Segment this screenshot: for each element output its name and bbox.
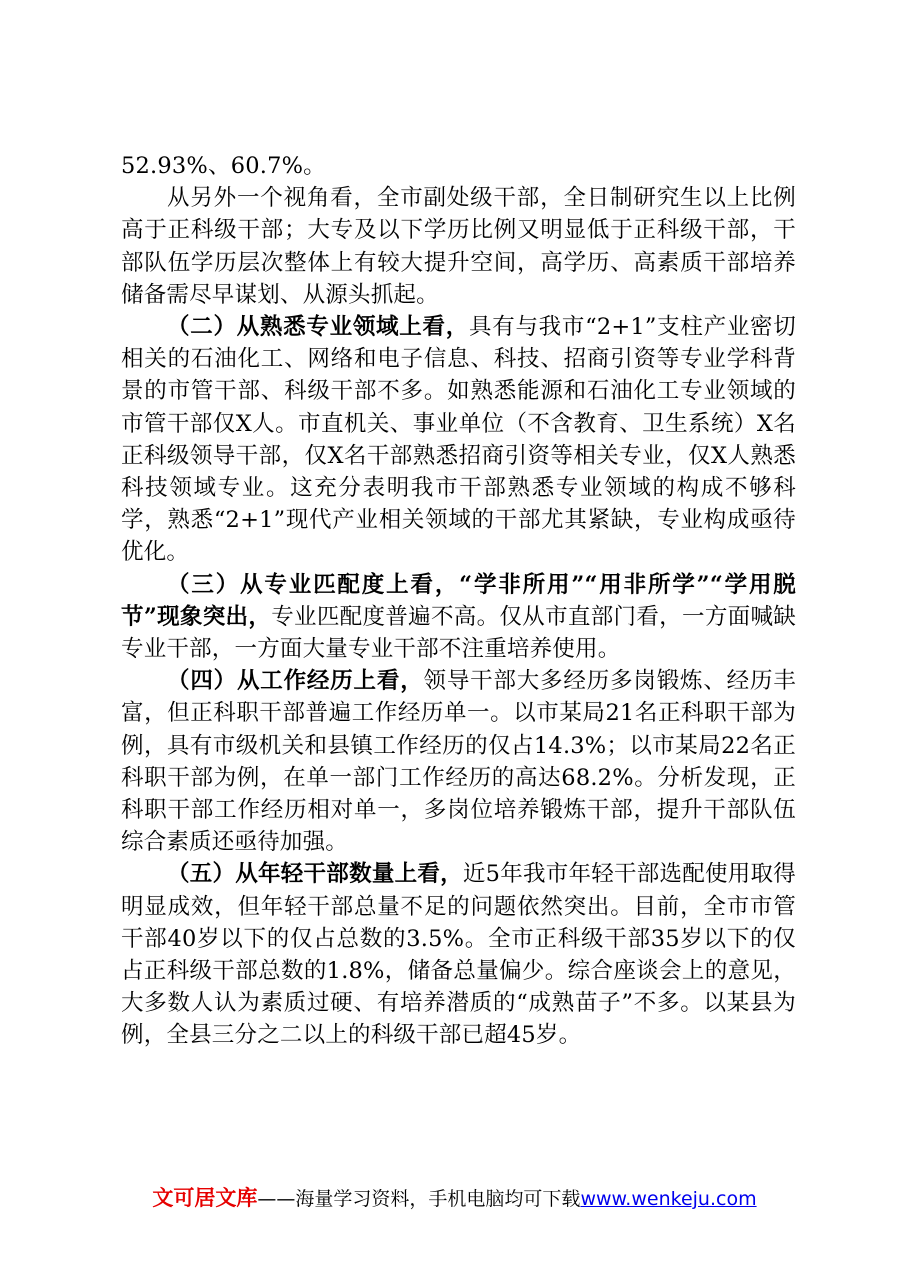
section-heading-2: （二）从熟悉专业领域上看，: [167, 314, 469, 341]
paragraph-4-text: 领导干部大多经历多岗锻炼、经历丰富，但正科职干部普遍工作经历单一。以市某局21名正科职干部为例，具有市级机关和县镇工作经历的仅占14.3%；以市某局22名正科职干部为例，在单一部门工作经历的高达68.2%。分析发现，正科职干部工作经历相对单一，多岗位培养锻炼干部，提升干部队伍综合素质还亟待加强。: [121, 668, 797, 856]
section-heading-5: （五）从年轻干部数量上看，: [167, 861, 463, 888]
paragraph-5-text: 近5年我市年轻干部选配使用取得明显成效，但年轻干部总量不足的问题依然突出。目前，全市市管干部40岁以下的仅占总数的3.5%。全市正科级干部35岁以下的仅占正科级干部总数的1.8%，储备总量偏少。综合座谈会上的意见，大多数人认为素质过硬、有培养潜质的“成熟苗子”不多。以某县为例，全县三分之二以上的科级干部已超45岁。: [121, 861, 796, 1049]
paragraph-1: [121, 182, 796, 311]
paragraph-3: [121, 569, 796, 666]
paragraph-2: [121, 311, 796, 569]
paragraph-0-text: 52.93%、60.7%。: [121, 153, 326, 179]
paragraph-2-text: 具有与我市“2+1”支柱产业密切相关的石油化工、网络和电子信息、科技、招商引资等专业学科背景的市管干部、科级干部不多。如熟悉能源和石油化工专业领域的市管干部仅X人。市直机关、事业单位（不含教育、卫生系统）X名正科级领导干部，仅X名干部熟悉招商引资等相关专业，仅X人熟悉科技领域专业。这充分表明我市干部熟悉专业领域的构成不够科学，熟悉“2+1”现代产业相关领域的干部尤其紧缺，专业构成亟待优化。: [121, 314, 796, 566]
paragraph-0: [121, 150, 796, 182]
footer-tagline: ——海量学习资料，手机电脑均可下载: [257, 1188, 581, 1210]
section-heading-3: （三）从专业匹配度上看，“学非所用”“用非所学”“学用脱节”现象突出，: [121, 571, 796, 630]
footer-brand: 文可居文库: [152, 1186, 258, 1210]
paragraph-4: [121, 665, 796, 858]
footer-website-link[interactable]: www.wenkeju.com: [580, 1188, 757, 1210]
section-heading-4: （四）从工作经历上看，: [167, 668, 424, 695]
paragraph-1-text: 从另外一个视角看，全市副处级干部，全日制研究生以上比例高于正科级干部；大专及以下学历比例又明显低于正科级干部，干部队伍学历层次整体上有较大提升空间，高学历、高素质干部培养储备需尽早谋划、从源头抓起。: [121, 185, 796, 308]
paragraph-3-text: 专业匹配度普遍不高。仅从市直部门看，一方面喊缺专业干部，一方面大量专业干部不注重培养使用。: [121, 603, 796, 663]
body-text: [121, 150, 796, 1052]
paragraph-5: [121, 858, 796, 1051]
footer-banner: [0, 1182, 909, 1212]
